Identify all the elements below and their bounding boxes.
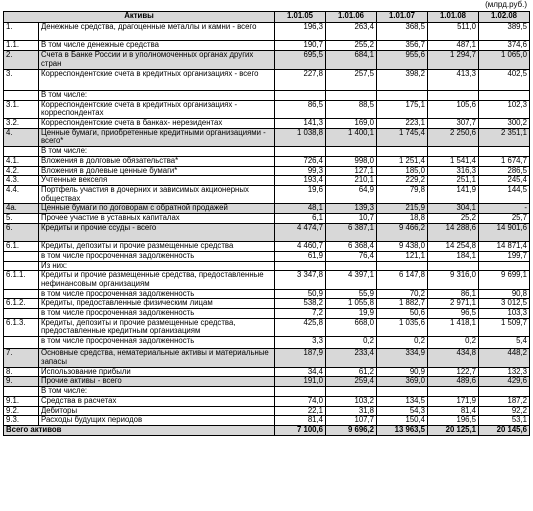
- row-value: 1 251,4: [377, 156, 428, 166]
- row-label: Корреспондентские счета в банках- нерезидентах: [39, 119, 275, 129]
- row-label: В том числе:: [39, 387, 275, 397]
- table-row: [4, 156, 530, 166]
- row-value: 74,0: [275, 396, 326, 406]
- row-label: Счета в Банке России и в уполномоченных органах других стран: [39, 51, 275, 69]
- row-value: 14 288,6: [428, 223, 479, 241]
- row-label: Кредиты и прочие ссуды - всего: [39, 223, 275, 241]
- header-date: 1.01.07: [377, 12, 428, 23]
- row-label: Корреспондентские счета в кредитных организациях - всего: [39, 69, 275, 90]
- row-value: 9 699,1: [479, 271, 530, 289]
- row-value: 1 745,4: [377, 128, 428, 146]
- row-value: 150,4: [377, 416, 428, 426]
- row-value: 307,7: [428, 119, 479, 129]
- row-value: 55,9: [326, 289, 377, 299]
- row-label: Портфель участия в дочерних и зависимых акционерных обществах: [39, 185, 275, 203]
- total-value: 7 100,6: [275, 425, 326, 435]
- table-row: [4, 377, 530, 387]
- row-value: 229,2: [377, 176, 428, 186]
- row-value: 369,0: [377, 377, 428, 387]
- row-label: в том числе просроченная задолженность: [39, 289, 275, 299]
- row-number: [4, 261, 39, 271]
- row-number: 3.2.: [4, 119, 39, 129]
- row-number: 4.1.: [4, 156, 39, 166]
- row-value: 25,7: [479, 214, 530, 224]
- row-value: 127,1: [326, 166, 377, 176]
- row-value: 90,8: [479, 289, 530, 299]
- total-value: 20 125,1: [428, 425, 479, 435]
- row-number: 4.2.: [4, 166, 39, 176]
- row-value: 429,6: [479, 377, 530, 387]
- row-value: 251,1: [428, 176, 479, 186]
- row-label: Вложения в долевые ценные бумаги*: [39, 166, 275, 176]
- row-number: 6.1.1.: [4, 271, 39, 289]
- row-value: 121,1: [377, 251, 428, 261]
- row-value: 1 418,1: [428, 318, 479, 336]
- row-value: [377, 147, 428, 157]
- row-value: 53,1: [479, 416, 530, 426]
- row-label: Прочие активы - всего: [39, 377, 275, 387]
- row-value: 81,4: [275, 416, 326, 426]
- table-row: [4, 51, 530, 69]
- row-value: 196,3: [275, 23, 326, 41]
- row-value: 998,0: [326, 156, 377, 166]
- row-label: Кредиты, предоставленные физическим лицам: [39, 299, 275, 309]
- table-row: [4, 251, 530, 261]
- table-row: [4, 289, 530, 299]
- table-row: [4, 166, 530, 176]
- table-row: [4, 349, 530, 367]
- row-value: [428, 261, 479, 271]
- row-value: 105,6: [428, 100, 479, 118]
- row-value: 61,2: [326, 367, 377, 377]
- row-value: 81,4: [428, 406, 479, 416]
- table-row: [4, 416, 530, 426]
- row-value: 5,4: [479, 337, 530, 349]
- row-number: [4, 387, 39, 397]
- row-value: 190,7: [275, 41, 326, 51]
- row-value: 122,7: [428, 367, 479, 377]
- row-value: 316,3: [428, 166, 479, 176]
- row-value: 4 474,7: [275, 223, 326, 241]
- row-value: 259,4: [326, 377, 377, 387]
- row-value: 955,6: [377, 51, 428, 69]
- row-value: 1 882,7: [377, 299, 428, 309]
- row-label: Ценные бумаги по договорам с обратной продажей: [39, 204, 275, 214]
- row-value: [479, 261, 530, 271]
- row-value: 1 509,7: [479, 318, 530, 336]
- row-value: [377, 90, 428, 100]
- row-value: 286,5: [479, 166, 530, 176]
- row-value: 245,4: [479, 176, 530, 186]
- row-number: 4.3.: [4, 176, 39, 186]
- row-value: 334,9: [377, 349, 428, 367]
- row-value: [377, 387, 428, 397]
- row-value: [428, 147, 479, 157]
- row-value: [275, 147, 326, 157]
- table-row: [4, 261, 530, 271]
- row-value: [275, 90, 326, 100]
- row-number: 9.: [4, 377, 39, 387]
- row-value: 14 254,8: [428, 242, 479, 252]
- row-value: 1 400,1: [326, 128, 377, 146]
- row-value: 187,9: [275, 349, 326, 367]
- row-value: 175,1: [377, 100, 428, 118]
- table-row: [4, 242, 530, 252]
- row-number: 1.: [4, 23, 39, 41]
- row-number: 4.: [4, 128, 39, 146]
- row-label: Корреспондентские счета в кредитных организациях - корреспондентах: [39, 100, 275, 118]
- table-row: [4, 147, 530, 157]
- row-value: [428, 387, 479, 397]
- total-value: 9 696,2: [326, 425, 377, 435]
- row-value: 374,6: [479, 41, 530, 51]
- row-number: 8.: [4, 367, 39, 377]
- row-value: 9 316,0: [428, 271, 479, 289]
- row-label: Ценные бумаги, приобретенные кредитными организациями - всего*: [39, 128, 275, 146]
- row-label: Учтенные векселя: [39, 176, 275, 186]
- row-value: 6 368,4: [326, 242, 377, 252]
- row-value: [326, 147, 377, 157]
- row-value: 99,3: [275, 166, 326, 176]
- row-value: 2 250,6: [428, 128, 479, 146]
- row-value: 3 347,8: [275, 271, 326, 289]
- row-value: 0,2: [326, 337, 377, 349]
- row-value: [326, 387, 377, 397]
- header-date: 1.01.05: [275, 12, 326, 23]
- row-label: Кредиты, депозиты и прочие размещенные средства, предоставленные кредитным организациям: [39, 318, 275, 336]
- table-row: [4, 299, 530, 309]
- row-value: 134,5: [377, 396, 428, 406]
- row-number: 6.1.2.: [4, 299, 39, 309]
- row-value: 0,2: [377, 337, 428, 349]
- row-label: Из них:: [39, 261, 275, 271]
- row-value: 50,6: [377, 309, 428, 319]
- table-row: [4, 367, 530, 377]
- row-number: 3.1.: [4, 100, 39, 118]
- row-number: 3.: [4, 69, 39, 90]
- row-number: 9.3.: [4, 416, 39, 426]
- row-value: 263,4: [326, 23, 377, 41]
- row-number: [4, 337, 39, 349]
- row-value: 88,5: [326, 100, 377, 118]
- row-label: в том числе просроченная задолженность: [39, 337, 275, 349]
- row-value: 425,8: [275, 318, 326, 336]
- row-value: 19,9: [326, 309, 377, 319]
- row-value: 18,8: [377, 214, 428, 224]
- row-value: [428, 90, 479, 100]
- row-value: 368,5: [377, 23, 428, 41]
- row-value: [479, 90, 530, 100]
- row-value: [377, 261, 428, 271]
- row-label: Кредиты и прочие размещенные средства, предоставленные нефинансовым организациям: [39, 271, 275, 289]
- row-label: В том числе денежные средства: [39, 41, 275, 51]
- row-value: 107,7: [326, 416, 377, 426]
- row-value: 61,9: [275, 251, 326, 261]
- row-value: 10,7: [326, 214, 377, 224]
- row-value: 31,8: [326, 406, 377, 416]
- row-value: 6 387,1: [326, 223, 377, 241]
- header-row: [4, 12, 530, 23]
- row-value: 141,3: [275, 119, 326, 129]
- row-value: 193,4: [275, 176, 326, 186]
- row-value: 171,9: [428, 396, 479, 406]
- row-value: 86,1: [428, 289, 479, 299]
- row-value: [479, 147, 530, 157]
- row-value: 398,2: [377, 69, 428, 90]
- row-value: 233,4: [326, 349, 377, 367]
- table-row: [4, 41, 530, 51]
- table-row: [4, 396, 530, 406]
- row-value: [479, 387, 530, 397]
- row-number: 6.: [4, 223, 39, 241]
- row-value: [326, 90, 377, 100]
- row-label: Дебиторы: [39, 406, 275, 416]
- table-body: [4, 23, 530, 436]
- row-value: 2 971,1: [428, 299, 479, 309]
- row-value: 4 397,1: [326, 271, 377, 289]
- row-value: 86,5: [275, 100, 326, 118]
- row-value: 79,8: [377, 185, 428, 203]
- row-label: Использование прибыли: [39, 367, 275, 377]
- table-row: [4, 214, 530, 224]
- table-row: [4, 337, 530, 349]
- row-value: 695,5: [275, 51, 326, 69]
- row-value: [275, 261, 326, 271]
- row-value: 34,4: [275, 367, 326, 377]
- row-value: 1 065,0: [479, 51, 530, 69]
- row-label: Кредиты, депозиты и прочие размещенные средства: [39, 242, 275, 252]
- row-label: Денежные средства, драгоценные металлы и камни - всего: [39, 23, 275, 41]
- row-value: 185,0: [377, 166, 428, 176]
- row-value: 227,8: [275, 69, 326, 90]
- row-value: 191,0: [275, 377, 326, 387]
- row-value: 257,5: [326, 69, 377, 90]
- row-value: 54,3: [377, 406, 428, 416]
- row-value: 14 871,4: [479, 242, 530, 252]
- header-date: 1.01.06: [326, 12, 377, 23]
- table-row: [4, 176, 530, 186]
- row-number: 4а.: [4, 204, 39, 214]
- row-number: 7.: [4, 349, 39, 367]
- table-row: [4, 23, 530, 41]
- row-value: 187,2: [479, 396, 530, 406]
- row-value: 102,3: [479, 100, 530, 118]
- row-label: в том числе просроченная задолженность: [39, 309, 275, 319]
- row-value: 7,2: [275, 309, 326, 319]
- row-value: 389,5: [479, 23, 530, 41]
- unit-label: (млрд.руб.): [485, 0, 527, 9]
- table-row: [4, 406, 530, 416]
- row-value: 199,7: [479, 251, 530, 261]
- row-value: 210,1: [326, 176, 377, 186]
- row-value: 489,6: [428, 377, 479, 387]
- row-label: Прочее участие в уставных капиталах: [39, 214, 275, 224]
- row-value: 538,2: [275, 299, 326, 309]
- row-number: 5.: [4, 214, 39, 224]
- assets-table: [3, 11, 530, 436]
- total-row: [4, 425, 530, 435]
- row-value: 6,1: [275, 214, 326, 224]
- row-value: 356,7: [377, 41, 428, 51]
- row-label: Расходы будущих периодов: [39, 416, 275, 426]
- row-label: В том числе:: [39, 90, 275, 100]
- table-row: [4, 318, 530, 336]
- row-value: 96,5: [428, 309, 479, 319]
- row-value: 668,0: [326, 318, 377, 336]
- row-number: [4, 147, 39, 157]
- row-value: 1 294,7: [428, 51, 479, 69]
- row-value: [275, 387, 326, 397]
- row-value: 25,2: [428, 214, 479, 224]
- row-value: 92,2: [479, 406, 530, 416]
- row-value: 684,1: [326, 51, 377, 69]
- row-number: 4.4.: [4, 185, 39, 203]
- row-value: 300,2: [479, 119, 530, 129]
- table-row: [4, 69, 530, 90]
- table-row: [4, 119, 530, 129]
- row-value: 4 460,7: [275, 242, 326, 252]
- row-number: [4, 90, 39, 100]
- row-value: 223,1: [377, 119, 428, 129]
- row-value: 144,5: [479, 185, 530, 203]
- header-date: 1.01.08: [428, 12, 479, 23]
- row-value: 141,9: [428, 185, 479, 203]
- row-label: Основные средства, нематериальные активы и материальные запасы: [39, 349, 275, 367]
- row-value: 434,8: [428, 349, 479, 367]
- table-row: [4, 128, 530, 146]
- row-value: 22,1: [275, 406, 326, 416]
- row-value: 215,9: [377, 204, 428, 214]
- row-value: 2 351,1: [479, 128, 530, 146]
- row-value: 70,2: [377, 289, 428, 299]
- table-row: [4, 204, 530, 214]
- row-number: [4, 289, 39, 299]
- row-value: 19,6: [275, 185, 326, 203]
- row-value: 255,2: [326, 41, 377, 51]
- row-value: 413,3: [428, 69, 479, 90]
- row-value: 1 055,8: [326, 299, 377, 309]
- row-label: В том числе:: [39, 147, 275, 157]
- table-row: [4, 185, 530, 203]
- row-number: 9.1.: [4, 396, 39, 406]
- row-value: 402,5: [479, 69, 530, 90]
- row-label: в том числе просроченная задолженность: [39, 251, 275, 261]
- row-number: [4, 309, 39, 319]
- row-label: Средства в расчетах: [39, 396, 275, 406]
- row-value: 487,1: [428, 41, 479, 51]
- row-value: 48,1: [275, 204, 326, 214]
- row-value: 1 674,7: [479, 156, 530, 166]
- table-row: [4, 271, 530, 289]
- row-number: 9.2.: [4, 406, 39, 416]
- row-number: 1.1.: [4, 41, 39, 51]
- row-value: 511,0: [428, 23, 479, 41]
- row-value: -: [479, 204, 530, 214]
- header-date: 1.02.08: [479, 12, 530, 23]
- row-value: 304,1: [428, 204, 479, 214]
- row-value: 1 541,4: [428, 156, 479, 166]
- row-value: 76,4: [326, 251, 377, 261]
- row-value: 1 035,6: [377, 318, 428, 336]
- row-value: 9 438,0: [377, 242, 428, 252]
- row-value: 9 466,2: [377, 223, 428, 241]
- row-value: 3 012,5: [479, 299, 530, 309]
- row-value: 196,5: [428, 416, 479, 426]
- row-value: 103,3: [479, 309, 530, 319]
- row-value: 1 038,8: [275, 128, 326, 146]
- total-label: Всего активов: [4, 425, 275, 435]
- row-value: 103,2: [326, 396, 377, 406]
- row-value: 448,2: [479, 349, 530, 367]
- table-row: [4, 100, 530, 118]
- row-number: 6.1.3.: [4, 318, 39, 336]
- row-value: [326, 261, 377, 271]
- row-number: 2.: [4, 51, 39, 69]
- row-value: 726,4: [275, 156, 326, 166]
- row-value: 6 147,8: [377, 271, 428, 289]
- row-value: 50,9: [275, 289, 326, 299]
- table-row: [4, 309, 530, 319]
- row-number: [4, 251, 39, 261]
- table-row: [4, 387, 530, 397]
- table-row: [4, 223, 530, 241]
- header-assets: Активы: [4, 12, 275, 23]
- row-value: 14 901,6: [479, 223, 530, 241]
- table-row: [4, 90, 530, 100]
- total-value: 13 963,5: [377, 425, 428, 435]
- row-value: 64,9: [326, 185, 377, 203]
- row-value: 90,9: [377, 367, 428, 377]
- row-value: 0,2: [428, 337, 479, 349]
- total-value: 20 145,6: [479, 425, 530, 435]
- row-value: 139,3: [326, 204, 377, 214]
- row-value: 169,0: [326, 119, 377, 129]
- row-value: 132,3: [479, 367, 530, 377]
- row-number: 6.1.: [4, 242, 39, 252]
- row-label: Вложения в долговые обязательства*: [39, 156, 275, 166]
- row-value: 184,1: [428, 251, 479, 261]
- row-value: 3,3: [275, 337, 326, 349]
